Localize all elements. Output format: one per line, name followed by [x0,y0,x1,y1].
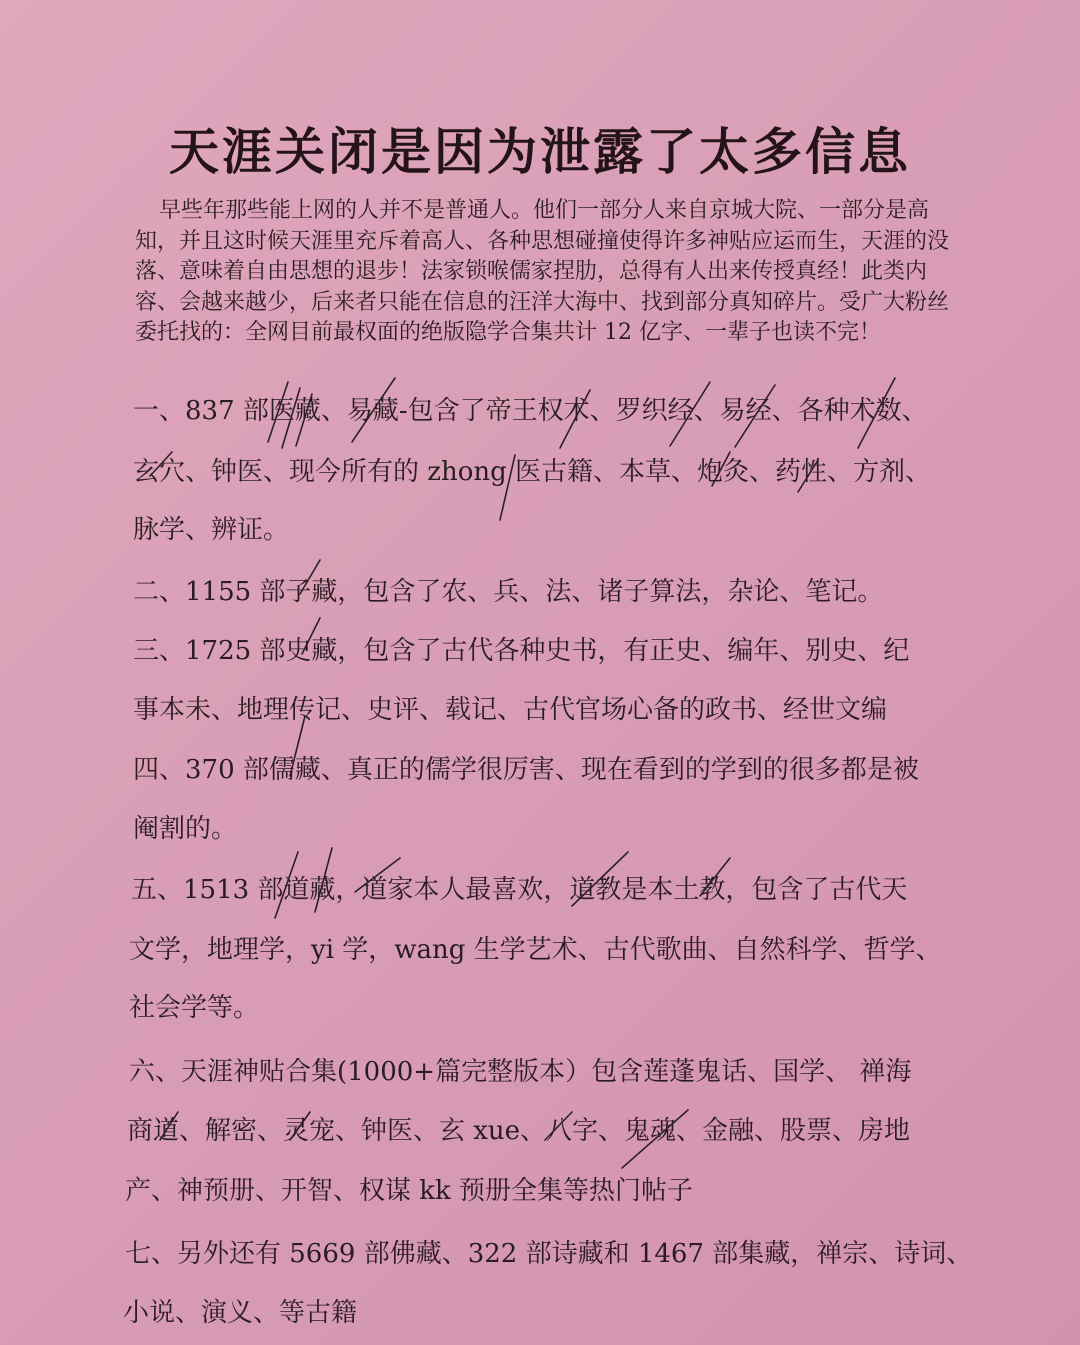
list-line: 小说、演义、等古籍 [123,1298,358,1328]
list-line: 五、1513 部道藏，道家本人最喜欢，道教是本土教，包含了古代天 [131,875,908,905]
intro-paragraph: 早些年那些能上网的人并不是普通人。他们一部分人来自京城大院、一部分是高知，并且这时候天涯里充斥着高人、各种思想碰撞使得许多神贴应运而生，天涯的没落、意味着自由思想的退步！法家锁喉儒家捏肋，总得有人出来传授真经！此类内容、会越来越少，后来者只能在信息的汪洋大海中、找到部分真知碎片。受广大粉丝委托找的：全网目前最权面的绝版隐学合集共计 12 亿字、一辈子也读不完！ [135,198,950,345]
list-line: 六、天涯神贴合集(1000+篇完整版本）包含莲蓬鬼话、国学、 禅海 [129,1057,912,1087]
list-line: 玄穴、钟医、现今所有的 zhong 医古籍、本草、炮灸、药性、方剂、 [133,457,932,487]
page-title: 天涯关闭是因为泄露了太多信息 [169,122,911,181]
list-line: 商道、解密、灵宠、钟医、玄 xue、八字、鬼魂、金融、股票、房地 [127,1116,911,1146]
list-line: 脉学、辨证。 [133,515,290,545]
list-line: 社会学等。 [129,993,260,1023]
list-line: 产、神预册、开智、权谋 kk 预册全集等热门帖子 [125,1176,694,1206]
list-line: 阉割的。 [133,814,238,844]
list-line: 一、837 部医藏、易藏-包含了帝王权术、罗织经、易经、各种术数、 [133,396,928,426]
list-line: 四、370 部儒藏、真正的儒学很厉害、现在看到的学到的很多都是被 [133,755,919,785]
list-line: 二、1155 部子藏，包含了农、兵、法、诸子算法，杂论、笔记。 [133,577,884,607]
list-line: 三、1725 部史藏，包含了古代各种史书，有正史、编年、别史、纪 [133,636,910,666]
list-line: 事本未、地理传记、史评、载记、古代官场心备的政书、经世文编 [133,695,888,725]
list-line: 七、另外还有 5669 部佛藏、322 部诗藏和 1467 部集藏，禅宗、诗词、 [125,1239,973,1269]
list-line: 文学，地理学，yi 学，wang 生学艺术、古代歌曲、自然科学、哲学、 [129,935,942,965]
